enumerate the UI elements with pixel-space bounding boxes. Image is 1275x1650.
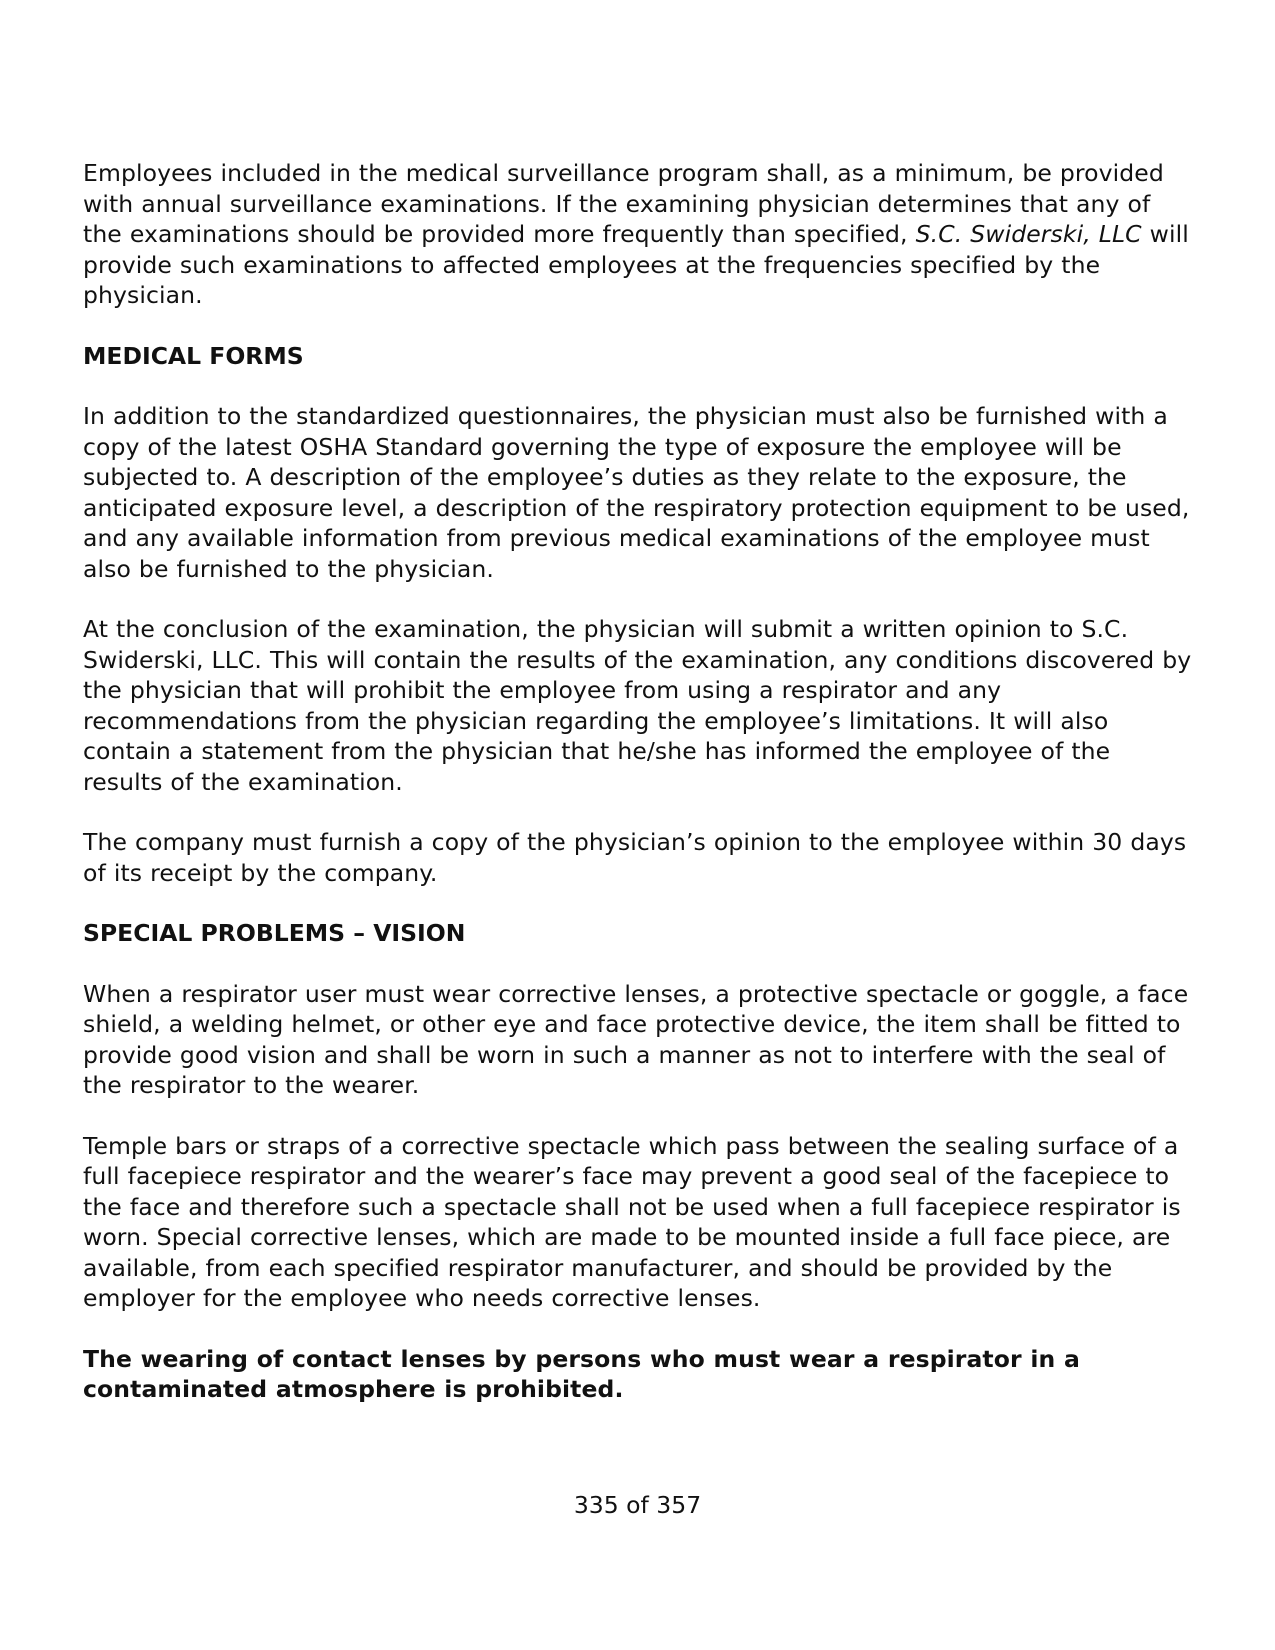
special-problems-vision-heading: SPECIAL PROBLEMS – VISION: [83, 919, 466, 947]
surveillance-text-end: will provide such examinations to affected employees at the frequencies specified by the physician.: [83, 220, 1189, 309]
furnish-copy-paragraph: The company must furnish a copy of the physician’s opinion to the employee within 30 days of its receipt by the company.: [83, 828, 1187, 887]
company-name: S.C. Swiderski, LLC: [915, 220, 1142, 248]
page-number: 335 of 357: [573, 1491, 702, 1519]
medical-forms-heading: MEDICAL FORMS: [83, 341, 304, 370]
temple-bars-paragraph: Temple bars or straps of a corrective spectacle which pass between the sealing surface of a full facepiece respirator and the wearer’s face may prevent a good seal of the facepiece to the face and therefore such a spectacle shall not be used when a full facepiece respirator is worn. Special corrective lenses, which are made to be mounted inside a full face piece, are available, from each specified respirator manufacturer, and should be provided by the employer for the employee who needs corrective lenses.: [83, 1131, 1181, 1312]
medical-forms-paragraph: In addition to the standardized questionnaires, the physician must also be furnished with a copy of the latest OSHA Standard governing the type of exposure the employee will be subjected to. A description of the employee’s duties as they relate to the exposure, the anticipated exposure level, a description of the respiratory protection equipment to be used, and any available information from previous medical examinations of the employee must also be furnished to the physician.: [83, 402, 1190, 583]
surveillance-text-start: Employees included in the medical surveillance program shall, as a minimum, be provided with annual surveillance examinations. If the examining physician determines that any of the examinations should be provided more frequently than specified,: [83, 159, 1164, 248]
surveillance-paragraph: [83, 158, 1193, 311]
contact-lenses-prohibited-paragraph: The wearing of contact lenses by persons who must wear a respirator in a contaminated atmosphere is prohibited.: [83, 1344, 1080, 1403]
document-body: [83, 158, 1193, 1435]
corrective-lenses-paragraph: When a respirator user must wear corrective lenses, a protective spectacle or goggle, a face shield, a welding helmet, or other eye and face protective device, the item shall be fitted to provide good vision and shall be worn in such a manner as not to interfere with the seal of the respirator to the wearer.: [83, 979, 1189, 1099]
written-opinion-paragraph: At the conclusion of the examination, the physician will submit a written opinion to S.C. Swiderski, LLC. This will contain the results of the examination, any conditions discovered by the physician that will prohibit the employee from using a respirator and any recommendations from the physician regarding the employee’s limitations. It will also contain a statement from the physician that he/she has informed the employee of the results of the examination.: [83, 615, 1192, 796]
